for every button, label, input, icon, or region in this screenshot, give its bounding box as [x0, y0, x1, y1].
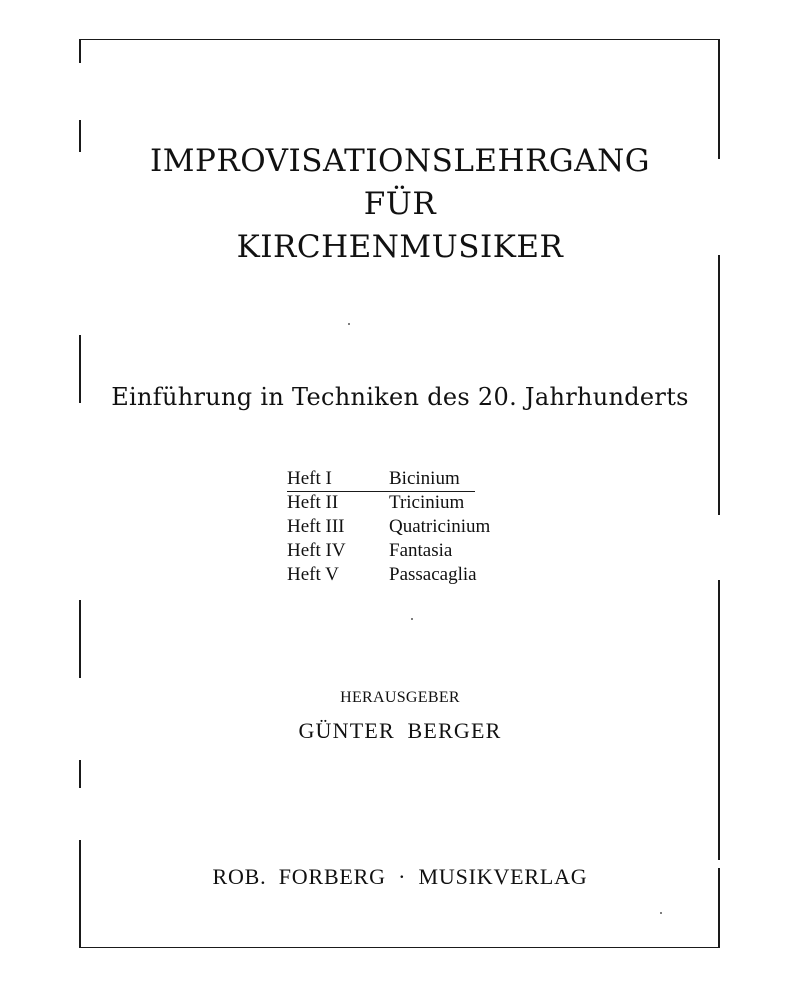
volume-item [287, 539, 490, 563]
publisher-name: ROB. FORBERG · MUSIKVERLAG [212, 864, 588, 889]
volume-list [287, 467, 490, 587]
volume-item [287, 563, 490, 587]
volume-number: Heft II [287, 492, 339, 513]
frame-left-segment [79, 840, 81, 948]
volume-divider-rule [287, 491, 475, 492]
volume-item [287, 467, 490, 491]
editor-label: HERAUSGEBER [340, 689, 460, 706]
scan-speck [660, 912, 662, 914]
volume-name: Tricinium [389, 492, 465, 513]
frame-left-segment [79, 600, 81, 678]
volume-name: Passacaglia [389, 564, 477, 585]
volume-number: Heft III [287, 516, 345, 537]
volume-name: Fantasia [389, 540, 453, 561]
page-title [0, 140, 800, 269]
volume-name: Quatricinium [389, 516, 491, 537]
volume-number: Heft IV [287, 540, 346, 561]
title-line: FÜR [363, 186, 437, 222]
volume-item [287, 515, 490, 539]
volume-number: Heft V [287, 564, 339, 585]
scan-speck [411, 618, 413, 620]
volume-number: Heft I [287, 468, 332, 489]
volume-item [287, 491, 490, 515]
editor-name: GÜNTER BERGER [298, 718, 502, 743]
volume-name: Bicinium [389, 468, 460, 489]
frame-left-segment [79, 760, 81, 788]
title-line: KIRCHENMUSIKER [236, 229, 564, 265]
frame-left-segment [79, 39, 81, 63]
title-line: IMPROVISATIONSLEHRGANG [150, 143, 650, 179]
subtitle: Einführung in Techniken des 20. Jahrhunderts [111, 383, 689, 411]
scan-speck [348, 323, 350, 325]
